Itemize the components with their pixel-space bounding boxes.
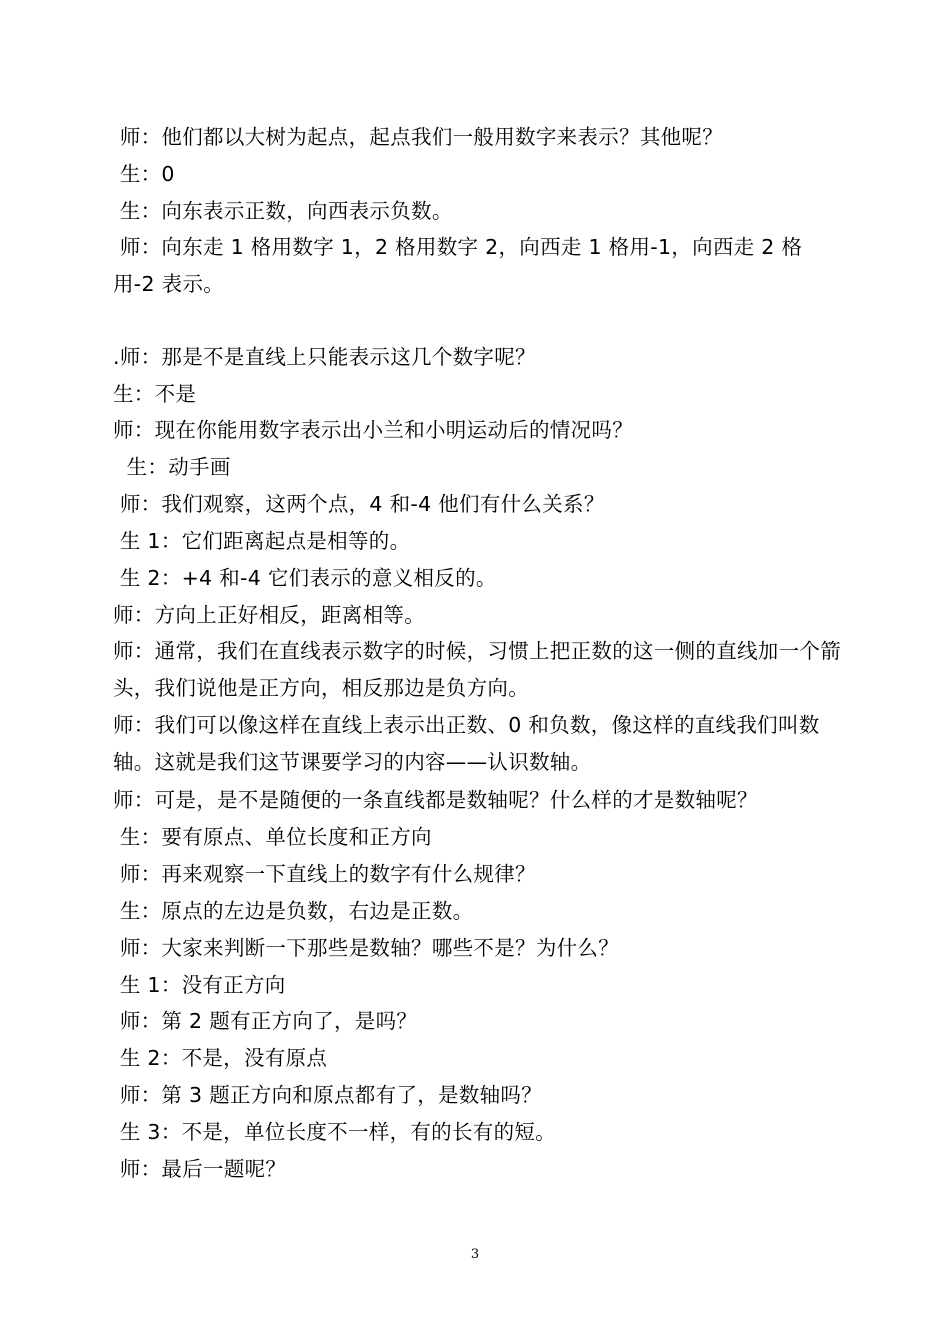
- dialogue-line: 师：大家来判断一下那些是数轴？哪些不是？为什么？: [113, 936, 620, 960]
- dialogue-line: 生：动手画: [113, 455, 231, 479]
- dialogue-line: 师：第 2 题有正方向了，是吗？: [113, 1009, 418, 1033]
- dialogue-line: 生 2：不是，没有原点: [113, 1046, 328, 1070]
- dialogue-line: 生 1：它们距离起点是相等的。: [113, 529, 411, 553]
- page-number: 3: [470, 1247, 480, 1262]
- dialogue-line: 师：再来观察一下直线上的数字有什么规律？: [113, 862, 536, 886]
- dialogue-line: 师：他们都以大树为起点，起点我们一般用数字来表示？其他呢？: [113, 125, 724, 149]
- dialogue-line: 生：0: [113, 162, 175, 186]
- dialogue-line: 师：可是，是不是随便的一条直线都是数轴呢？什么样的才是数轴呢？: [113, 788, 758, 812]
- dialogue-line: 师：方向上正好相反，距离相等。: [113, 603, 425, 627]
- dialogue-line: 生：要有原点、单位长度和正方向: [113, 825, 432, 849]
- dialogue-line: 生：原点的左边是负数，右边是正数。: [113, 899, 474, 923]
- dialogue-line: 生 3：不是，单位长度不一样，有的长有的短。: [113, 1120, 556, 1144]
- dialogue-line: 生 1：没有正方向: [113, 973, 286, 997]
- dialogue-line: 师：现在你能用数字表示出小兰和小明运动后的情况吗？: [113, 418, 633, 442]
- dialogue-line: 师：通常，我们在直线表示数字的时候，习惯上把正数的这一侧的直线加一个箭头，我们说他是正方向，相反那边是负方向。: [113, 639, 841, 700]
- dialogue-line: 师：最后一题呢？: [113, 1157, 287, 1181]
- dialogue-line: 师：第 3 题正方向和原点都有了，是数轴吗？: [113, 1083, 542, 1107]
- dialogue-line: 师：我们可以像这样在直线上表示出正数、0 和负数，像这样的直线我们叫数轴。这就是我们这节课要学习的内容——认识数轴。: [113, 713, 820, 774]
- dialogue-line: 师：我们观察，这两个点，4 和-4 他们有什么关系？: [113, 492, 605, 516]
- dialogue-line: .师：那是不是直线上只能表示这几个数字呢？: [113, 345, 536, 369]
- dialogue-line: 生 2：+4 和-4 它们表示的意义相反的。: [113, 566, 497, 590]
- dialogue-line: 生：不是: [113, 382, 197, 406]
- dialogue-line: 生：向东表示正数，向西表示负数。: [113, 199, 453, 223]
- dialogue-line: 师：向东走 1 格用数字 1，2 格用数字 2，向西走 1 格用-1，向西走 2 格用-2 表示。: [113, 235, 803, 296]
